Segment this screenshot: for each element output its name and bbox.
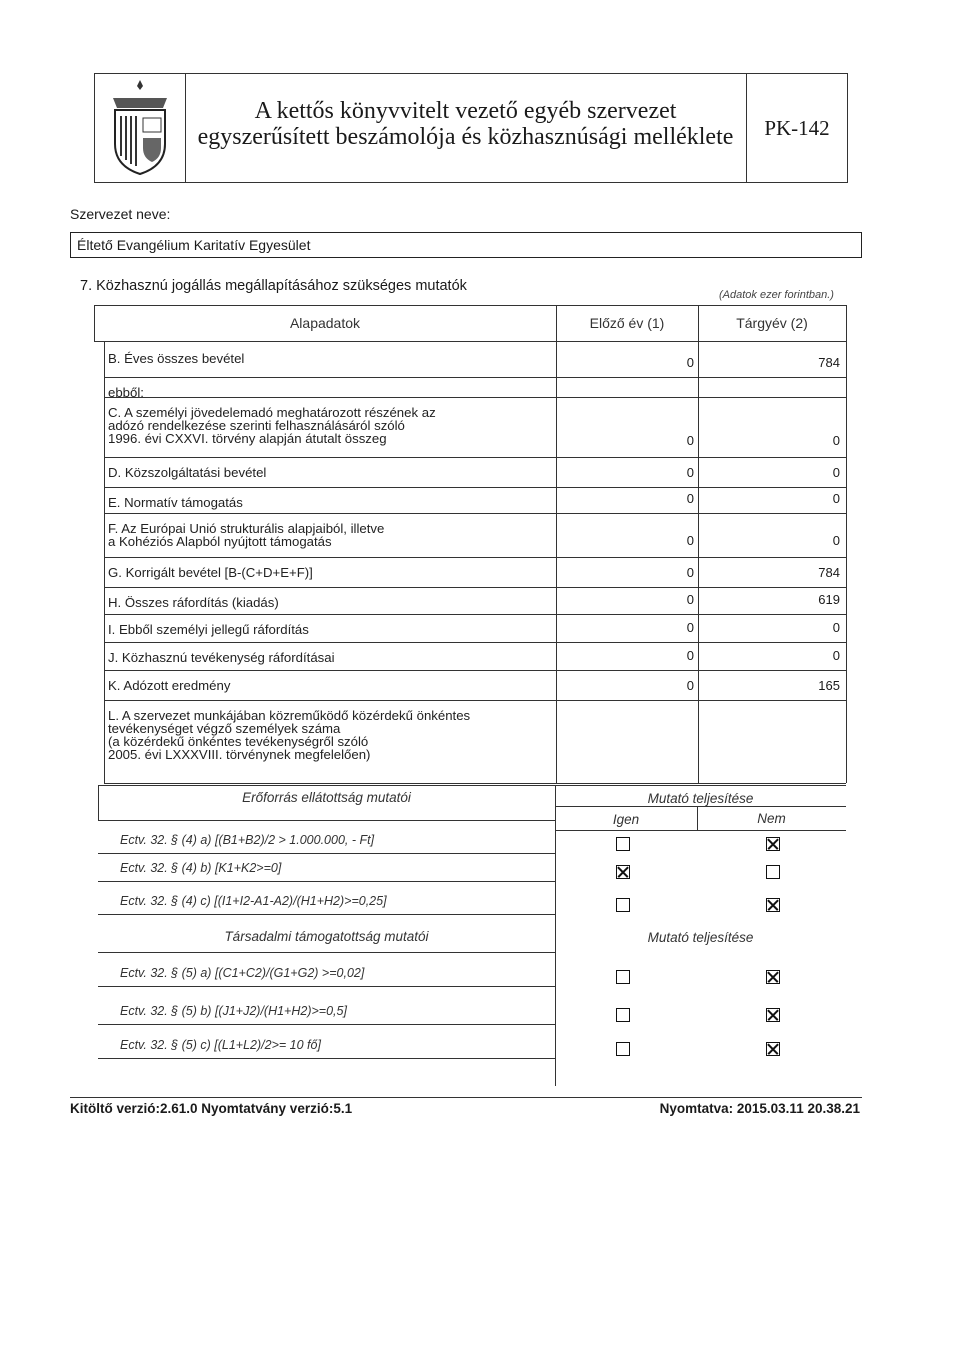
row-label-line: K. Adózott eredmény [108,678,231,693]
value-prev-year: 0 [686,648,694,663]
value-current-year: 0 [832,648,840,663]
resource-border [98,785,846,786]
row-label-line: F. Az Európai Unió strukturális alapjaiból, illetve [108,521,385,536]
value-current-year: 0 [832,433,840,448]
row-label [108,522,384,548]
row-divider [104,587,846,588]
row-divider [104,783,846,784]
row-divider [104,457,846,458]
value-current-year: 0 [832,465,840,480]
checkbox-yes[interactable] [616,1008,630,1022]
footer-printed: Nyomtatva: 2015.03.11 20.38.21 [659,1101,860,1116]
checkbox-yes[interactable] [616,970,630,984]
no-header: Nem [757,811,786,826]
org-name-label: Szervezet neve: [70,206,171,222]
row-label-line: ebből: [108,385,144,400]
checkbox-yes[interactable] [616,1042,630,1056]
footer-rule [70,1097,862,1098]
checkbox-no-checked[interactable] [766,1008,780,1022]
row-divider [104,700,846,701]
row-label-line: 1996. évi CXXVI. törvény alapján átutalt összeg [108,431,387,446]
resource-border [555,806,846,807]
table-border [104,341,105,783]
row-divider [104,377,846,378]
row-label [108,386,144,399]
row-divider [104,557,846,558]
criterion-divider [98,1058,555,1059]
value-prev-year: 0 [686,491,694,506]
row-label [108,496,243,509]
row-label [108,623,309,636]
col-header-prev: Előző év (1) [589,315,665,331]
table-border [94,341,846,342]
criterion-divider [98,853,555,854]
value-prev-year: 0 [686,620,694,635]
row-label-line: J. Közhasznú tevékenység ráfordításai [108,650,335,665]
row-label [108,596,279,609]
yes-header: Igen [612,812,640,827]
form-header [94,73,848,183]
value-current-year: 0 [832,533,840,548]
value-prev-year: 0 [686,592,694,607]
value-current-year: 0 [832,620,840,635]
value-prev-year: 0 [686,678,694,693]
row-label-line: I. Ebből személyi jellegű ráfordítás [108,622,309,637]
row-label-line: E. Normatív támogatás [108,495,243,510]
col-header-curr: Tárgyév (2) [736,315,808,331]
row-label [108,466,266,479]
form-title [185,74,747,182]
row-divider [104,487,846,488]
checkbox-no-checked[interactable] [766,898,780,912]
criterion-label: Ectv. 32. § (4) b) [K1+K2>=0] [120,861,282,875]
criterion-label: Ectv. 32. § (4) a) [(B1+B2)/2 > 1.000.000, - Ft] [120,833,375,847]
value-prev-year: 0 [686,533,694,548]
criterion-label: Ectv. 32. § (4) c) [(I1+I2-A1-A2)/(H1+H2)>=0,25] [120,894,387,908]
row-label [108,406,436,445]
row-label-line: 2005. évi LXXXVIII. törvénynek megfelelően) [108,747,371,762]
row-label-line: D. Közszolgáltatási bevétel [108,465,267,480]
value-current-year: 784 [818,355,840,370]
row-label [108,709,470,761]
checkbox-no-checked[interactable] [766,970,780,984]
checkbox-yes[interactable] [616,898,630,912]
row-label [108,566,313,579]
value-current-year: 0 [832,491,840,506]
row-divider [104,513,846,514]
criterion-label: Ectv. 32. § (5) a) [(C1+C2)/(G1+G2) >=0,02] [120,966,365,980]
title-line-2: egyszerűsített beszámolója és közhasznúsági melléklete [197,124,734,150]
unit-note: (Adatok ezer forintban.) [719,289,834,301]
checkbox-no-checked[interactable] [766,837,780,851]
criterion-divider [98,881,555,882]
social-title: Társadalmi támogatottság mutatói [224,929,429,944]
row-label-line: L. A szervezet munkájában közreműködő közérdekű önkéntes [108,708,471,723]
row-label-line: adózó rendelkezése szerinti felhasználásáról szóló [108,418,405,433]
checkbox-no[interactable] [766,865,780,879]
row-label-line: H. Összes ráfordítás (kiadás) [108,595,279,610]
value-prev-year: 0 [686,433,694,448]
footer-version: Kitöltő verzió:2.61.0 Nyomtatvány verzió:5.1 [70,1101,353,1116]
criterion-label: Ectv. 32. § (5) c) [(L1+L2)/2>= 10 fő] [120,1038,321,1052]
form-code: PK-142 [764,116,830,140]
org-name-field: Éltető Evangélium Karitatív Egyesület [70,232,862,258]
row-divider [104,642,846,643]
value-prev-year: 0 [686,565,694,580]
coat-of-arms-logo [95,74,186,182]
checkbox-yes[interactable] [616,837,630,851]
criterion-divider [98,914,555,915]
row-label-line: a Kohéziós Alapból nyújtott támogatás [108,534,332,549]
row-label-line: tevékenységet végző személyek száma [108,721,341,736]
resource-fulfil-header: Mutató teljesítése [647,791,754,806]
value-current-year: 165 [818,678,840,693]
row-divider [104,397,846,398]
resource-title: Erőforrás ellátottság mutatói [242,790,411,805]
row-divider [104,670,846,671]
criterion-divider [98,1024,555,1025]
social-border [98,952,555,953]
row-label [108,679,230,692]
row-label [108,352,244,365]
section-title: 7. Közhasznú jogállás megállapításához szükséges mutatók [80,278,467,294]
title-line-1: A kettős könyvvitelt vezető egyéb szervezet [254,98,677,124]
row-divider [104,614,846,615]
criterion-divider [98,986,555,987]
value-prev-year: 0 [686,355,694,370]
table-border [846,305,847,783]
row-label-line: G. Korrigált bevétel [B-(C+D+E+F)] [108,565,313,580]
checkbox-no-checked[interactable] [766,1042,780,1056]
row-label-line: B. Éves összes bevétel [108,351,245,366]
value-prev-year: 0 [686,465,694,480]
resource-border [555,830,846,831]
value-current-year: 784 [818,565,840,580]
row-label-line: (a közérdekű önkéntes tevékenységről szóló [108,734,369,749]
value-current-year: 619 [818,592,840,607]
social-fulfil-header: Mutató teljesítése [647,930,754,945]
col-header-base: Alapadatok [289,315,361,331]
criterion-label: Ectv. 32. § (5) b) [(J1+J2)/(H1+H2)>=0,5] [120,1004,347,1018]
row-label [108,651,335,664]
checkbox-yes-checked[interactable] [616,865,630,879]
resource-border [98,820,555,821]
row-label-line: C. A személyi jövedelemadó meghatározott részének az [108,405,436,420]
